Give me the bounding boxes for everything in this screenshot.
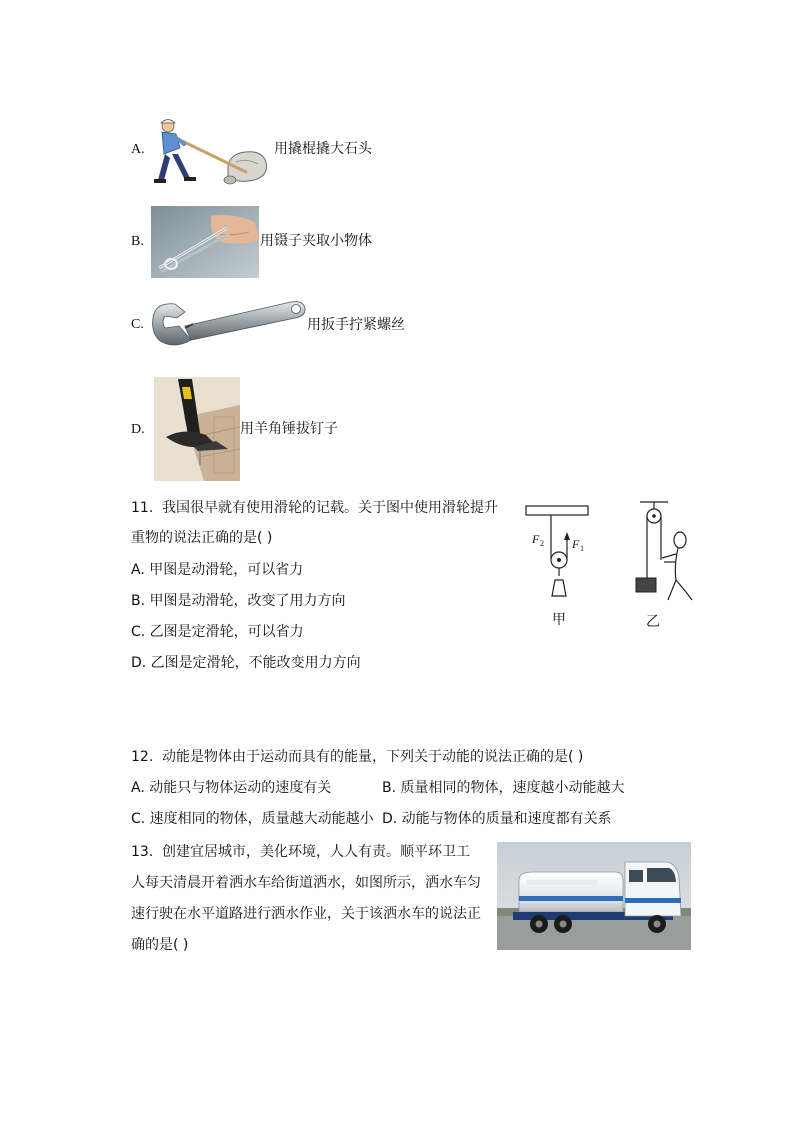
water-sprinkler-truck-photo — [497, 842, 691, 950]
worker-crowbar-rock-illustration — [150, 114, 272, 188]
option-d-text: 用羊角锤拔钉子 — [240, 421, 338, 437]
q12-stem: 动能是物体由于运动而具有的能量，下列关于动能的说法正确的是( ) — [162, 749, 584, 765]
option-a-text: 用撬棍撬大石头 — [274, 141, 372, 157]
label-jia: 甲 — [552, 612, 566, 628]
q13-number: 13. — [131, 844, 154, 860]
option-a-letter: A. — [131, 142, 145, 157]
tweezers-photo — [151, 206, 259, 278]
movable-pulley-diagram — [526, 506, 588, 596]
q11-option-b: B. 甲图是动滑轮，改变了用力方向 — [131, 593, 346, 609]
q11-stem-line1: 我国很早就有使用滑轮的记载。关于图中使用滑轮提升 — [162, 500, 498, 516]
wrench-photo — [151, 294, 307, 352]
label-yi: 乙 — [646, 614, 660, 630]
q11-option-c: C. 乙图是定滑轮，可以省力 — [131, 624, 304, 640]
q12-option-b: B. 质量相同的物体，速度越小动能越大 — [382, 780, 625, 796]
q12-option-d: D. 动能与物体的质量和速度都有关系 — [382, 811, 612, 827]
option-b-letter: B. — [131, 234, 144, 249]
q13-stem-line3: 速行驶在水平道路进行洒水作业，关于该洒水车的说法正 — [131, 906, 481, 922]
option-d-letter: D. — [131, 422, 145, 437]
option-b-text: 用镊子夹取小物体 — [260, 233, 372, 249]
claw-hammer-photo — [154, 377, 240, 481]
q13-stem-line1: 创建宜居城市，美化环境，人人有责。顺平环卫工 — [162, 844, 470, 860]
force-f2-subscript: 2 — [540, 539, 544, 548]
q11-option-d: D. 乙图是定滑轮，不能改变用力方向 — [131, 655, 361, 671]
force-f1-subscript: 1 — [580, 544, 584, 553]
option-c-text: 用扳手拧紧螺丝 — [307, 317, 405, 333]
q11-option-a: A. 甲图是动滑轮，可以省力 — [131, 562, 304, 578]
option-c-letter: C. — [131, 317, 144, 332]
q13-stem-line2: 人每天清晨开着洒水车给街道洒水，如图所示，洒水车匀 — [131, 875, 481, 891]
fixed-pulley-diagram — [636, 502, 692, 600]
pulley-figure — [522, 496, 702, 636]
q12-number: 12. — [131, 749, 154, 765]
q11-stem-line2: 重物的说法正确的是( ) — [131, 530, 273, 546]
force-f2-label: F — [532, 532, 540, 546]
q12-option-c: C. 速度相同的物体，质量越大动能越小 — [131, 811, 374, 827]
force-f1-label: F — [572, 537, 580, 551]
q12-option-a: A. 动能只与物体运动的速度有关 — [131, 780, 332, 796]
q11-number: 11. — [131, 500, 154, 516]
q13-stem-line4: 确的是( ) — [131, 937, 189, 953]
